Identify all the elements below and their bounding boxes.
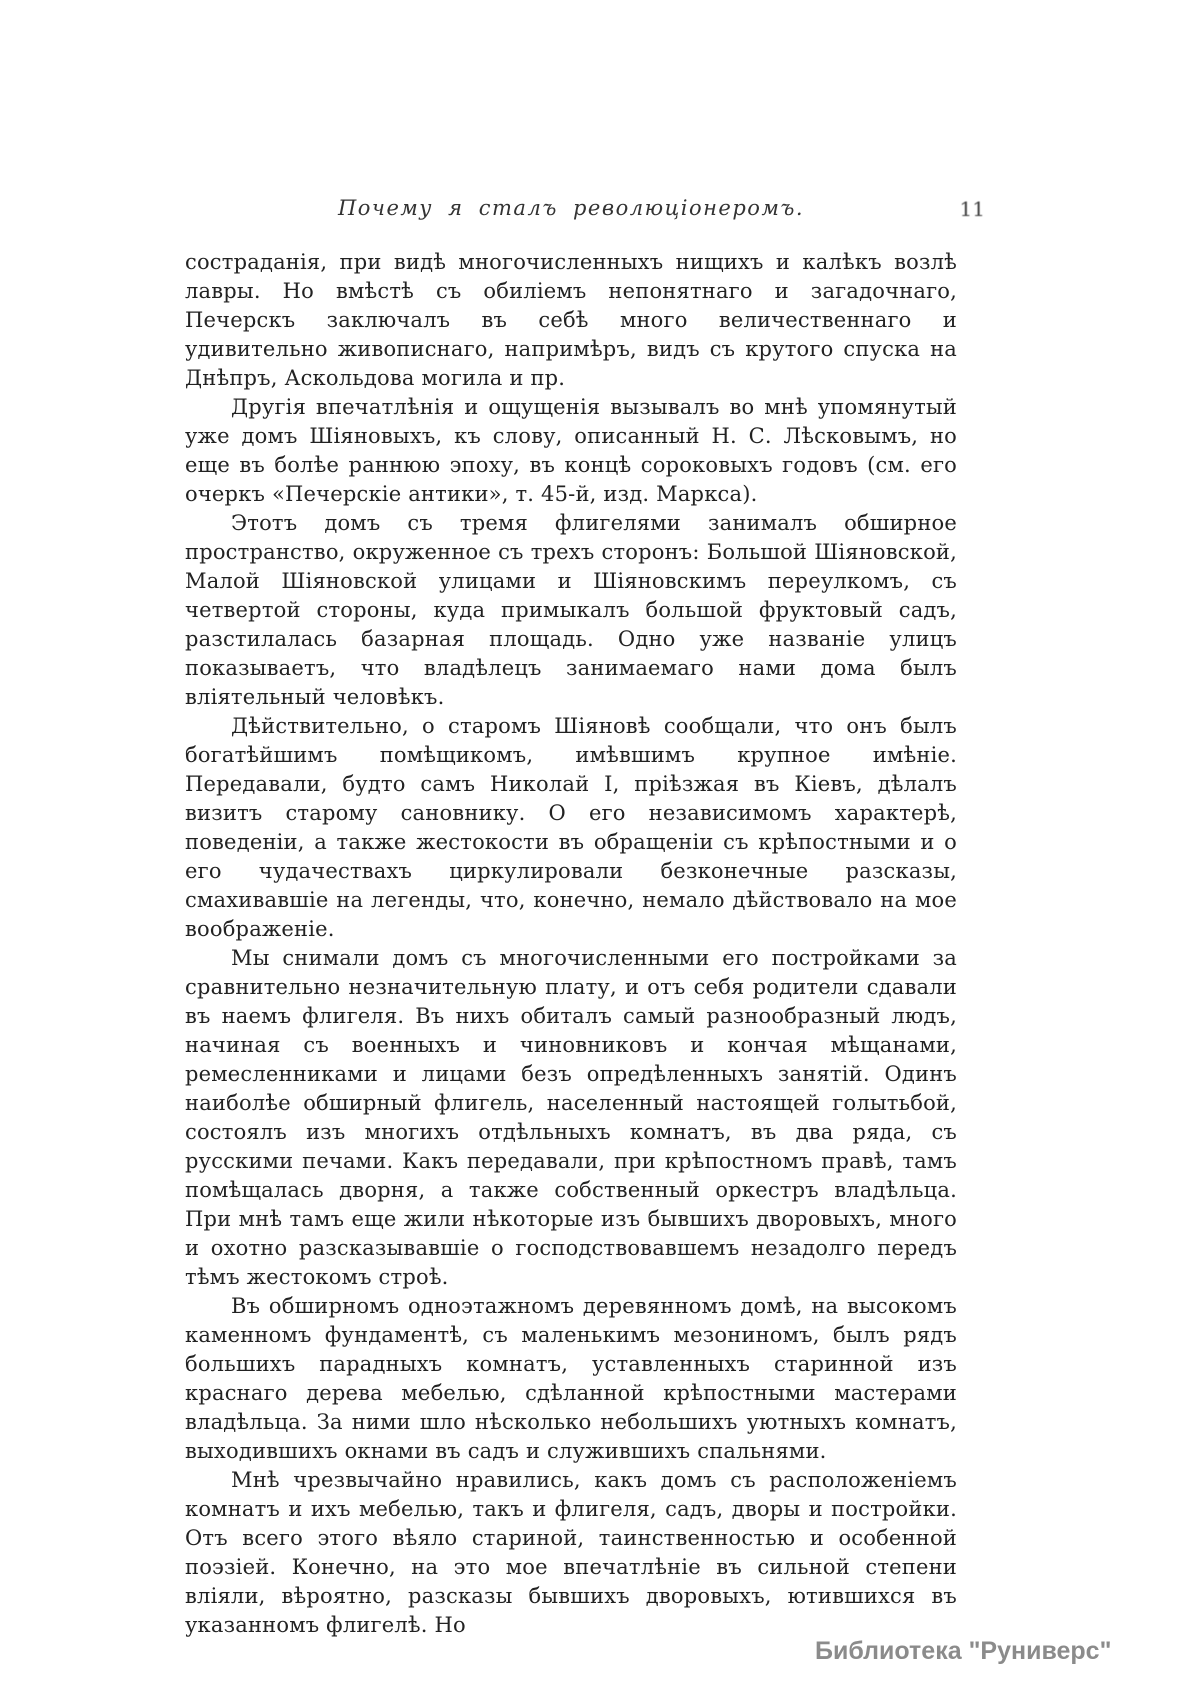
running-head — [185, 196, 985, 236]
running-title: Почему я сталъ революціонеромъ. — [337, 196, 805, 220]
paragraph: Въ обширномъ одноэтажномъ деревянномъ домѣ, на высокомъ каменномъ фундаментѣ, съ маленькимъ мезониномъ, былъ рядъ большихъ парадныхъ комнатъ, уставленныхъ старинной изъ краснаго дерева мебелью, сдѣланной крѣпостными мастерами владѣльца. За ними шло нѣсколько небольшихъ уютныхъ комнатъ, выходившихъ окнами въ садъ и служившихъ спальнями. — [185, 1294, 957, 1463]
page-number: 11 — [959, 197, 985, 221]
paragraph: Другія впечатлѣнія и ощущенія вызывалъ во мнѣ упомянутый уже домъ Шіяновыхъ, къ слову, описанный Н. С. Лѣсковымъ, но еще въ болѣе раннюю эпоху, въ концѣ сороковыхъ годовъ (см. его очеркъ «Печерскіе антики», т. 45-й, изд. Маркса). — [185, 395, 957, 506]
library-watermark: Библиотека "Руниверс" — [815, 1637, 1112, 1665]
body-text — [185, 248, 957, 1640]
text-block — [185, 196, 985, 1640]
paragraph: Дѣйствительно, о старомъ Шіяновѣ сообщали, что онъ былъ богатѣйшимъ помѣщикомъ, имѣвшимъ крупное имѣніе. Передавали, будто самъ Николай I, пріѣзжая въ Кіевъ, дѣлалъ визитъ старому сановнику. О его независимомъ характерѣ, поведеніи, а также жестокости въ обращеніи съ крѣпостными и о его чудачествахъ циркулировали безконечные разсказы, смахивавшіе на легенды, что, конечно, немало дѣйствовало на мое воображеніе. — [185, 714, 957, 941]
paragraph: Мнѣ чрезвычайно нравились, какъ домъ съ расположеніемъ комнатъ и ихъ мебелью, такъ и флигеля, садъ, дворы и постройки. Отъ всего этого вѣяло стариной, таинственностью и особенной поэзіей. Конечно, на это мое впечатлѣніе въ сильной степени вліяли, вѣроятно, разсказы бывшихъ дворовыхъ, ютившихся въ указанномъ флигелѣ. Но — [185, 1468, 957, 1637]
paragraph: Мы снимали домъ съ многочисленными его постройками за сравнительно незначительную плату, и отъ себя родители сдавали въ наемъ флигеля. Въ нихъ обиталъ самый разнообразный людъ, начиная съ военныхъ и чиновниковъ и кончая мѣщанами, ремесленниками и лицами безъ опредѣленныхъ занятій. Одинъ наиболѣе обширный флигель, населенный настоящей голытьбой, состоялъ изъ многихъ отдѣльныхъ комнатъ, въ два ряда, съ русскими печами. Какъ передавали, при крѣпостномъ правѣ, тамъ помѣщалась дворня, а также собственный оркестръ владѣльца. При мнѣ тамъ еще жили нѣкоторые изъ бывшихъ дворовыхъ, много и охотно разсказывавшіе о господствовавшемъ незадолго передъ тѣмъ жестокомъ строѣ. — [185, 946, 957, 1289]
paragraph: Этотъ домъ съ тремя флигелями занималъ обширное пространство, окруженное съ трехъ сторонъ: Большой Шіяновской, Малой Шіяновской улицами и Шіяновскимъ переулкомъ, съ четвертой стороны, куда примыкалъ большой фруктовый садъ, разстилалась базарная площадь. Одно уже названіе улицъ показываетъ, что владѣлецъ занимаемаго нами дома былъ вліятельный человѣкъ. — [185, 511, 957, 709]
paragraph: состраданія, при видѣ многочисленныхъ нищихъ и калѣкъ возлѣ лавры. Но вмѣстѣ съ обиліемъ непонятнаго и загадочнаго, Печерскъ заключалъ въ себѣ много величественнаго и удивительно живописнаго, напримѣръ, видъ съ крутого спуска на Днѣпръ, Аскольдова могила и пр. — [185, 250, 957, 390]
